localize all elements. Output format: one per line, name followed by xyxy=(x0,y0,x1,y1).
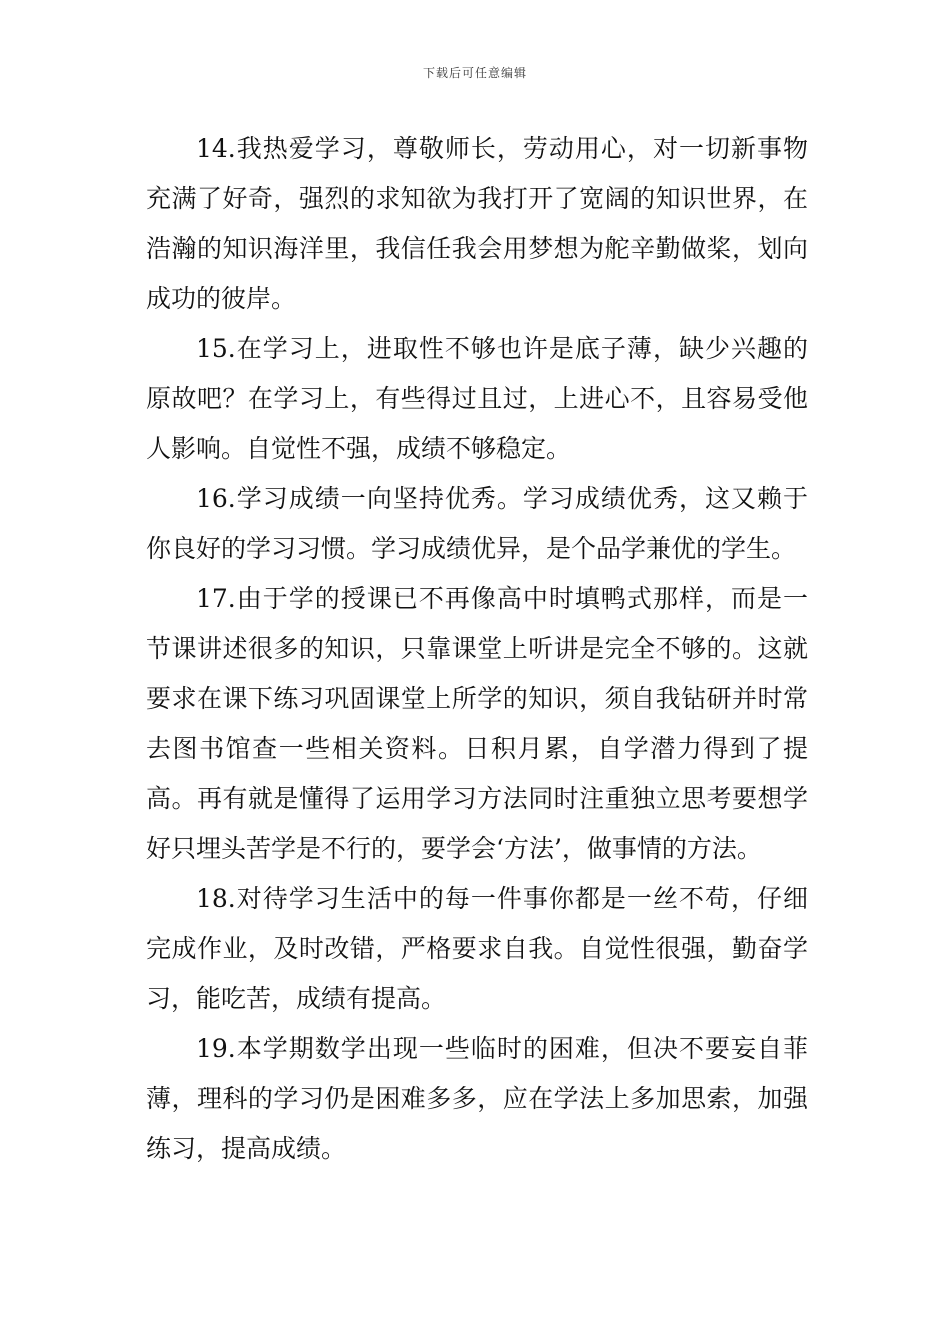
paragraph-17: 17.由于学的授课已不再像高中时填鸭式那样，而是一节课讲述很多的知识，只靠课堂上听讲是完全不够的。这就要求在课下练习巩固课堂上所学的知识，须自我钻研并时常去图书馆查一些相关资料。日积月累，自学潜力得到了提高。再有就是懂得了运用学习方法同时注重独立思考要想学好只埋头苦学是不行的，要学会‘方法’，做事情的方法。 xyxy=(146,584,808,863)
paragraph-14: 14.我热爱学习，尊敬师长，劳动用心，对一切新事物充满了好奇，强烈的求知欲为我打开了宽阔的知识世界，在浩瀚的知识海洋里，我信任我会用梦想为舵辛勤做桨，划向成功的彼岸。 xyxy=(146,134,808,313)
page-header: 下载后可任意编辑 xyxy=(422,66,527,80)
paragraph-19: 19.本学期数学出现一些临时的困难，但决不要妄自菲薄，理科的学习仍是困难多多，应在学法上多加思索，加强练习，提高成绩。 xyxy=(146,1034,808,1163)
document-body xyxy=(146,124,808,1174)
paragraph-18: 18.对待学习生活中的每一件事你都是一丝不苟，仔细完成作业，及时改错，严格要求自我。自觉性很强，勤奋学习，能吃苦，成绩有提高。 xyxy=(146,884,808,1013)
paragraph-15: 15.在学习上，进取性不够也许是底子薄，缺少兴趣的原故吧？在学习上，有些得过且过，上进心不，且容易受他人影响。自觉性不强，成绩不够稳定。 xyxy=(146,334,808,463)
paragraph-16: 16.学习成绩一向坚持优秀。学习成绩优秀，这又赖于你良好的学习习惯。学习成绩优异，是个品学兼优的学生。 xyxy=(146,484,808,563)
